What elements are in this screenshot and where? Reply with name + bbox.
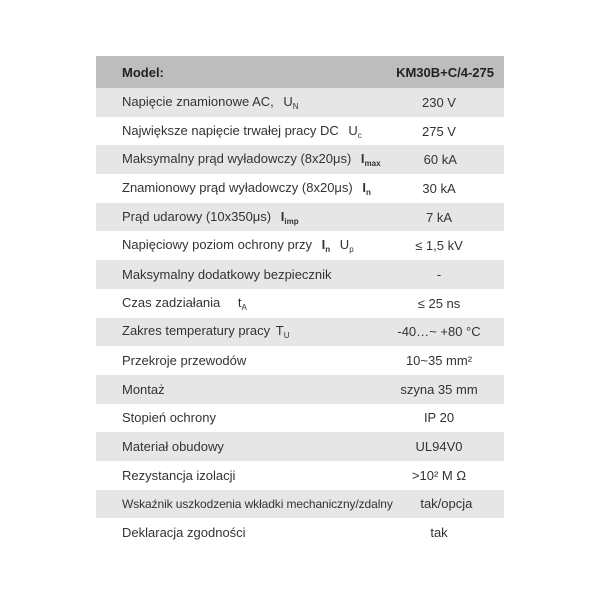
table-row [96, 518, 504, 547]
row-value: tak [430, 525, 448, 541]
table-row [96, 174, 504, 203]
table-row [96, 260, 504, 289]
row-label-text: Maksymalny prąd wyładowczy (8x20μs) [122, 151, 352, 167]
row-value: tak/opcja [420, 496, 473, 512]
row-value: 275 V [422, 123, 456, 139]
table-row [96, 117, 504, 146]
row-label [96, 295, 378, 312]
table-row [96, 88, 504, 117]
row-value: - [436, 266, 442, 282]
table-row [96, 404, 504, 433]
row-value: ≤ 25 ns [417, 295, 461, 311]
row-symbol: $I_n$ [321, 237, 331, 255]
row-value: 10~35 mm² [405, 353, 473, 369]
row-label-text: Napięcie znamionowe AC, [122, 93, 274, 109]
table-row [96, 289, 504, 318]
row-symbol: $U_N$ [283, 93, 299, 111]
row-label: Montaż [122, 381, 165, 397]
table-row [96, 490, 504, 519]
row-symbol: $I_n$ [362, 179, 371, 197]
row-label [96, 94, 378, 111]
table-header [96, 56, 504, 88]
row-value: 230 V [422, 94, 456, 110]
row-label-text: Napięciowy poziom ochrony przy [122, 237, 313, 253]
header-label: Model: [122, 64, 164, 80]
row-symbol: $I_{imp}$ [280, 208, 299, 226]
row-label: Materiał obudowy [122, 439, 224, 455]
table-row [96, 461, 504, 490]
row-label [96, 323, 378, 340]
row-value: 7 kA [425, 209, 452, 225]
row-symbol: $T_U$ [275, 323, 290, 341]
row-label-text: Czas zadziałania [122, 294, 221, 310]
row-label: Rezystancja izolacji [122, 467, 236, 483]
row-label [96, 151, 381, 168]
row-symbol-secondary: $U_p$ [339, 237, 354, 255]
row-symbol: $t_A$ [237, 294, 247, 312]
row-label: Wskaźnik uszkodzenia wkładki mechaniczny/zdalny [122, 496, 393, 511]
row-value: szyna 35 mm [400, 381, 478, 397]
row-symbol: $U_c$ [348, 122, 362, 140]
row-value: >10² M Ω [411, 467, 467, 483]
spec-table [96, 56, 504, 547]
table-row [96, 203, 504, 232]
row-label [96, 180, 378, 197]
row-label: Deklaracja zgodności [122, 525, 246, 541]
header-model-value: KM30B+C/4-275 [396, 64, 494, 80]
row-value: UL94V0 [415, 439, 463, 455]
row-label-text: Największe napięcie trwałej pracy DC [122, 122, 339, 138]
row-label-text: Prąd udarowy (10x350μs) [122, 208, 272, 224]
table-row [96, 318, 504, 347]
row-value: -40…~ +80 °C [397, 324, 481, 340]
table-row [96, 432, 504, 461]
row-label: Maksymalny dodatkowy bezpiecznik [122, 266, 332, 282]
row-label [96, 209, 378, 226]
row-value: 30 kA [422, 180, 456, 196]
row-label-text: Zakres temperatury pracy [122, 323, 271, 339]
table-row [96, 231, 504, 260]
row-value: 60 kA [423, 152, 457, 168]
row-value: IP 20 [423, 410, 455, 426]
row-label-text: Znamionowy prąd wyładowczy (8x20μs) [122, 179, 353, 195]
row-label [96, 123, 378, 140]
row-label [96, 237, 378, 254]
table-row [96, 375, 504, 404]
row-symbol: $I_{max}$ [360, 151, 381, 169]
table-row [96, 346, 504, 375]
table-row [96, 145, 504, 174]
row-value: ≤ 1,5 kV [415, 238, 463, 254]
row-label: Przekroje przewodów [122, 353, 247, 369]
row-label: Stopień ochrony [122, 410, 216, 426]
